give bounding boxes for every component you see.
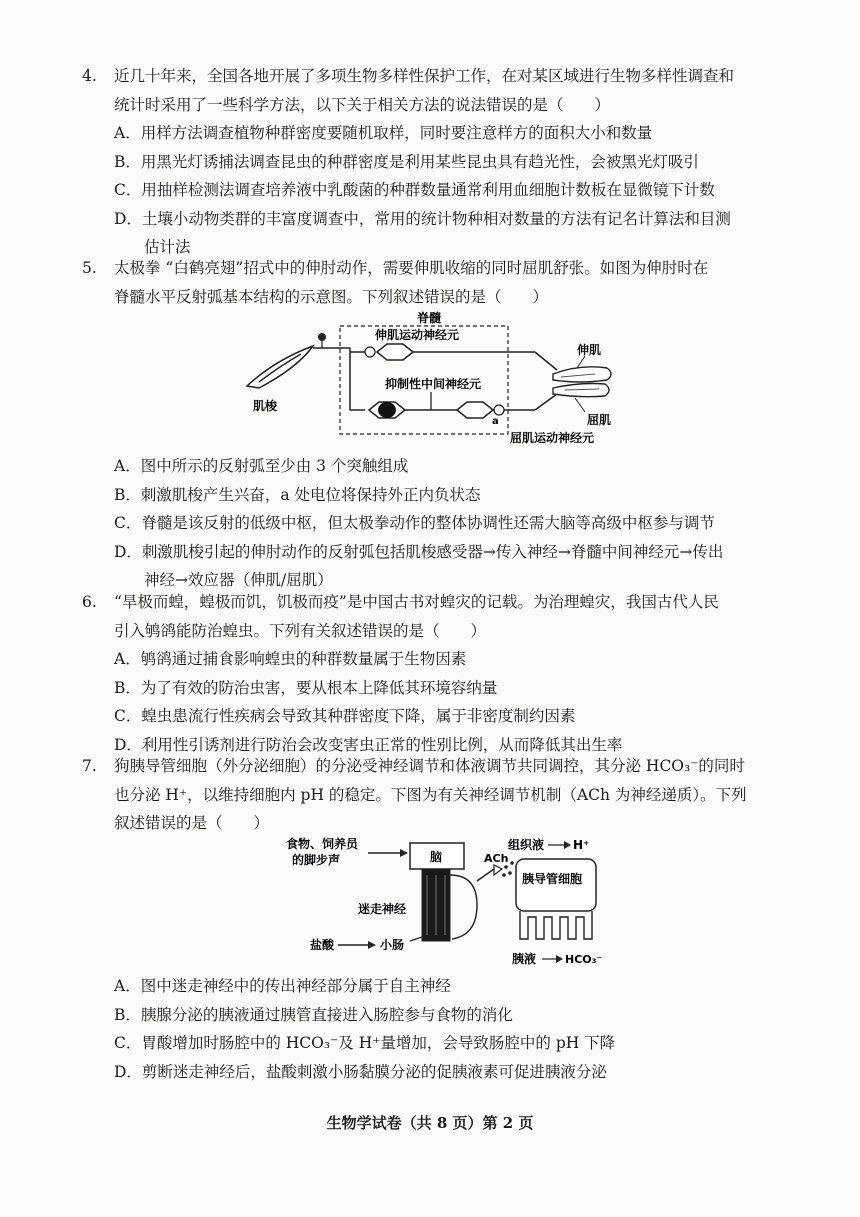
vagus-nerve-diagram	[272, 835, 622, 973]
question-stem: 近几十年来，全国各地开展了多项生物多样性保护工作，在对某区域进行生物多样性调查和	[114, 67, 735, 85]
option-a: A．用样方法调查植物种群密度要随机取样，同时要注意样方的面积大小和数量	[114, 124, 653, 142]
extensor-pointer	[577, 356, 585, 368]
ach-dot-2	[508, 871, 512, 875]
label-vagus: 迷走神经	[358, 902, 407, 916]
question-number: 7.	[82, 757, 97, 775]
interneuron-body	[378, 402, 396, 418]
nerve-terminal	[494, 865, 502, 875]
option-d: D．土壤小动物类群的丰富度调查中，常用的统计物种相对数量的方法有记名计算法和目测	[114, 209, 731, 228]
label-inhibitory-interneuron: 抑制性中间神经元	[385, 377, 482, 391]
hco3-arrowhead	[556, 955, 563, 963]
vagus-loop	[450, 875, 477, 939]
label-small-intestine: 小肠	[380, 938, 405, 952]
question-stem-cont: 也分泌 H⁺，以维持细胞内 pH 的稳定。下图为有关神经调节机制（ACh 为神经递质）。下列	[114, 785, 747, 804]
vagus-to-cell	[477, 869, 494, 881]
extensor-muscle	[553, 367, 611, 382]
option-d-cont: 估计法	[144, 238, 191, 256]
duct-villi	[520, 911, 592, 939]
question-stem: “旱极而蝗，蝗极而饥，饥极而疫”是中国古书对蝗灾的记载。为治理蝗灾，我国古代人民	[114, 593, 719, 611]
label-flexor: 屈肌	[587, 413, 612, 427]
option-d: D．剪断迷走神经后，盐酸刺激小肠黏膜分泌的促胰液素可促进胰液分泌	[114, 1062, 607, 1081]
label-h-plus: H⁺	[573, 838, 590, 852]
label-muscle-spindle: 肌梭	[253, 399, 278, 413]
label-stimulus-line2: 的脚步声	[292, 853, 341, 867]
question-number: 6.	[82, 593, 97, 611]
hcl-arrowhead	[368, 941, 376, 949]
option-c: C．用抽样检测法调查培养液中乳酸菌的种群数量通常利用血细胞计数板在显微镜下计数	[114, 181, 715, 199]
question-stem: 狗胰导管细胞（外分泌细胞）的分泌受神经调节和体液调节共同调控，其分泌 HCO₃⁻的同时	[114, 757, 745, 775]
question-7-options	[82, 972, 782, 1086]
flexor-efferent-end	[535, 394, 557, 410]
question-6	[82, 588, 782, 759]
option-a: A．图中迷走神经中的传出神经部分属于自主神经	[114, 977, 451, 995]
question-stem: 太极拳 “白鹤亮翅”招式中的伸肘动作，需要伸肌收缩的同时屈肌舒张。如图为伸肘时在	[114, 259, 709, 277]
intestine-link	[410, 937, 422, 941]
question-5-options	[82, 452, 782, 595]
label-duct-cell: 胰导管细胞	[522, 872, 583, 886]
option-d-cont: 神经→效应器（伸肌/屈肌）	[144, 571, 333, 589]
option-b: B．刺激肌梭产生兴奋，a 处电位将保持外正内负状态	[114, 485, 481, 504]
question-stem-cont: 引入鸲鹆能防治蝗虫。下列有关叙述错误的是（ ）	[114, 621, 487, 640]
flexor-muscle	[553, 384, 609, 397]
label-extensor-motor-neuron: 伸肌运动神经元	[375, 328, 460, 342]
label-flexor-motor-neuron: 屈肌运动神经元	[510, 431, 595, 445]
ganglion-cell-body	[318, 333, 326, 341]
option-d: D．利用性引诱剂进行防治会改变害虫正常的性别比例，从而降低其出生率	[114, 735, 623, 754]
option-b: B．为了有效的防治虫害，要从根本上降低其环境容纳量	[114, 678, 498, 697]
option-d: D．刺激肌梭引起的伸肘动作的反射弧包括肌梭感受器→传入神经→脊髓中间神经元→传出	[114, 542, 724, 561]
question-stem-cont: 统计时采用了一些科学方法，以下关于相关方法的说法错误的是（ ）	[114, 95, 611, 114]
option-c: C．胃酸增加时肠腔中的 HCO₃⁻及 H⁺量增加，会导致肠腔中的 pH 下降	[114, 1034, 616, 1052]
question-number: 5.	[82, 259, 97, 277]
option-c: C．蝗虫患流行性疾病会导致其种群密度下降，属于非密度制约因素	[114, 707, 576, 725]
ach-dot-3	[502, 873, 506, 877]
question-number: 4.	[82, 67, 97, 85]
reflex-arc-diagram	[235, 308, 625, 450]
question-4	[82, 62, 782, 262]
h-plus-arrowhead	[564, 841, 571, 849]
flexor-motor-neuron-body	[457, 402, 493, 418]
option-c: C．脊髓是该反射的低级中枢，但太极拳动作的整体协调性还需大脑等高级中枢参与调节	[114, 514, 715, 532]
option-a: A．鸲鹆通过捕食影响蝗虫的种群数量属于生物因素	[114, 650, 467, 668]
label-stimulus-line1: 食物、饲养员	[286, 837, 359, 851]
ach-dot-4	[510, 861, 514, 865]
question-stem-cont: 脊髓水平反射弧基本结构的示意图。下列叙述错误的是（ ）	[114, 287, 549, 306]
ach-dot-1	[504, 865, 508, 869]
option-a: A．图中所示的反射弧至少由 3 个突触组成	[114, 457, 409, 475]
label-pancreatic-juice: 胰液	[512, 952, 537, 966]
question-stem-cont-2: 叙述错误的是（ ）	[114, 814, 270, 832]
label-brain: 脑	[430, 850, 443, 864]
option-b: B．胰腺分泌的胰液通过胰管直接进入肠腔参与食物的消化	[114, 1005, 513, 1024]
label-spinal-cord: 脊髓	[417, 311, 442, 325]
question-5	[82, 254, 782, 311]
label-extensor: 伸肌	[577, 343, 602, 357]
label-ach: ACh	[484, 852, 509, 865]
label-tissue-fluid: 组织液	[508, 838, 545, 852]
stimulus-arrowhead	[400, 849, 408, 857]
page-footer: 生物学试卷（共 8 页）第 2 页	[326, 1114, 534, 1132]
synapse-2	[494, 405, 504, 415]
label-hco3: HCO₃⁻	[565, 953, 603, 966]
option-b: B．用黑光灯诱捕法调查昆虫的种群密度是利用某些昆虫具有趋光性，会被黑光灯吸引	[114, 152, 699, 171]
synapse-1	[365, 347, 375, 357]
question-7	[82, 752, 782, 838]
extensor-efferent-end	[535, 352, 557, 370]
extensor-motor-neuron-body	[377, 344, 413, 360]
label-point-a: a	[492, 416, 499, 427]
label-hcl: 盐酸	[310, 938, 335, 952]
flexor-pointer	[575, 398, 585, 412]
